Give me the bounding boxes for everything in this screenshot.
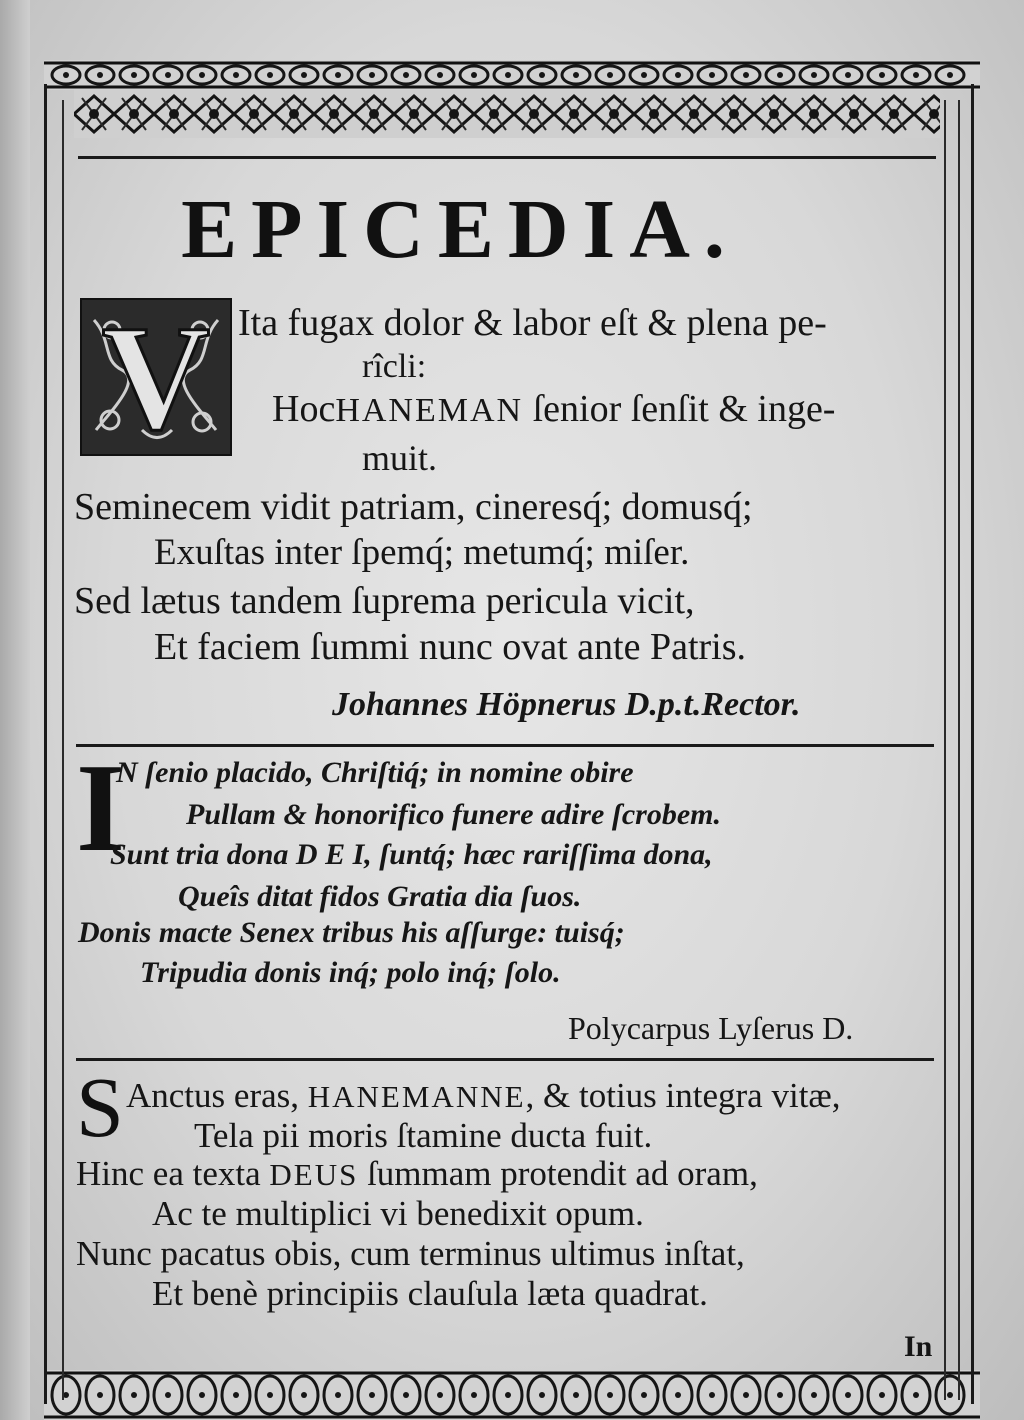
poem3-line-3 <box>76 1156 758 1191</box>
rule-after-poem1 <box>76 744 934 747</box>
poem3-line-1 <box>126 1078 841 1113</box>
poem3-line-3-start: Hinc ea texta <box>76 1154 270 1193</box>
poem1-line-4: muit. <box>362 438 438 478</box>
poem3-line-5: Nunc pacatus obis, cum terminus ultimus inſtat, <box>76 1234 745 1273</box>
poem1-signature: Johannes Höpnerus D.p.t.Rector. <box>332 686 801 723</box>
poem3-line-4: Ac te multiplici vi benedixit opum. <box>152 1194 644 1233</box>
initial-i: I <box>76 739 126 878</box>
poem3-line-6: Et benè principiis clauſula læta quadrat. <box>152 1274 708 1313</box>
name-hanemanne: HANEMANNE <box>307 1079 526 1114</box>
name-haneman: HANEMAN <box>335 392 524 429</box>
decorated-initial-v <box>80 298 232 456</box>
page-title: EPICEDIA. <box>181 183 739 276</box>
poem2-line-1: N ſenio placido, Chriſtiq́; in nomine obire <box>116 756 634 789</box>
poem1-line-1: Ita fugax dolor & labor eſt & plena pe- <box>238 302 827 344</box>
poem2-signature: Polycarpus Lyſerus D. <box>568 1010 854 1046</box>
poem2-line-4: Queîs ditat fidos Gratia dia ſuos. <box>178 880 582 913</box>
poem3-line-3-end: ſummam protendit ad oram, <box>358 1154 758 1193</box>
poem1-line-8: Et faciem ſummi nunc ovat ante Patris. <box>154 626 747 668</box>
poem2-line-2: Pullam & honorifico funere adire ſcrobem. <box>186 798 721 831</box>
name-deus: DEUS <box>269 1157 359 1192</box>
poem1-line-5: Seminecem vidit patriam, cineresq́; domusq́; <box>74 486 753 528</box>
rule-under-ornament <box>78 156 936 159</box>
poem1-line-6: Exuſtas inter ſpemq́; metumq́; miſer. <box>154 532 690 573</box>
initial-v-letter: V <box>101 300 211 454</box>
page-edge-shadow <box>0 0 30 1420</box>
poem2-line-3: Sunt tria dona D E I, ſuntq́; hæc rariſſima dona, <box>110 838 713 871</box>
rule-after-poem2 <box>76 1058 934 1061</box>
poem1-line-2: rîcli: <box>362 348 427 385</box>
poem1-line-3-start: Hoc <box>272 388 336 430</box>
poem3-line-1-end: , & totius integra vitæ, <box>525 1076 841 1115</box>
poem3-line-2: Tela pii moris ſtamine ducta fuit. <box>194 1116 653 1155</box>
poem2-line-5: Donis macte Senex tribus his aſſurge: tuisq́; <box>78 916 625 949</box>
poem3-line-1-start: Anctus eras, <box>126 1076 308 1115</box>
poem1-line-3-end: ſenior ſenſit & inge- <box>523 388 836 430</box>
catchword: In <box>904 1330 933 1363</box>
poem1-line-3 <box>272 390 835 428</box>
initial-s: S <box>76 1059 124 1155</box>
poem1-line-7: Sed lætus tandem ſuprema pericula vicit, <box>74 580 695 622</box>
poem2-line-6: Tripudia donis inq́; polo inq́; ſolo. <box>140 956 561 989</box>
frame-rule-right <box>944 100 946 1400</box>
